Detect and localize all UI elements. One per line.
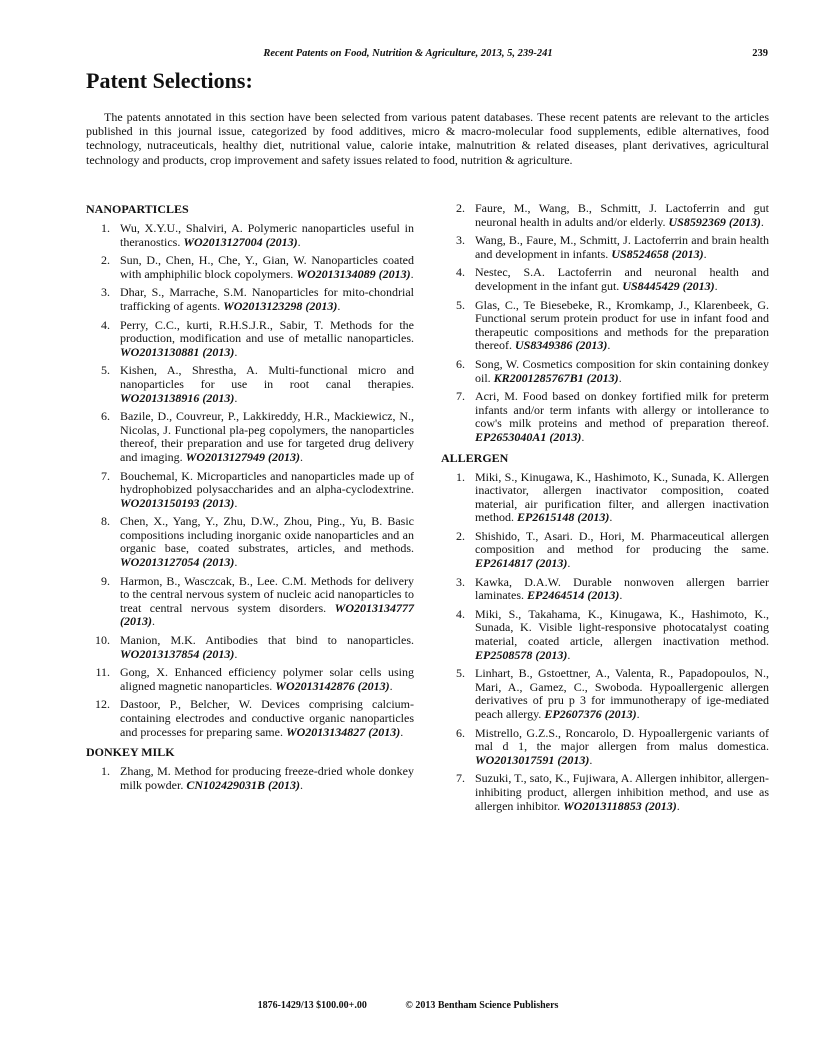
reference-number: 3. xyxy=(101,285,110,300)
reference-number: 3. xyxy=(456,574,465,589)
running-header-journal: Recent Patents on Food, Nutrition & Agriculture, 2013, 5, 239-241 xyxy=(263,48,553,59)
reference-tail: . xyxy=(714,278,718,293)
reference-item xyxy=(441,202,769,229)
reference-item xyxy=(441,390,769,444)
reference-text: Bazile, D., Couvreur, P., Lakkireddy, H.R., Mackiewicz, N., Nicolas, J. Functional pla-peg copolymers, the nanoparticles thereof, their preparation and use for targeted drug delivery and imaging. xyxy=(120,409,414,464)
reference-tail: . xyxy=(618,370,622,385)
reference-item xyxy=(441,530,769,571)
reference-text: Perry, C.C., kurti, R.H.S.J.R., Sabir, T. Methods for the production, modification and use of metallic nanoparticles. xyxy=(120,317,414,346)
patent-number: WO2013134777 (2013) xyxy=(120,600,415,629)
allergen-list xyxy=(441,471,769,814)
reference-item xyxy=(86,698,414,739)
patent-number: US8349386 (2013) xyxy=(514,338,608,353)
reference-item xyxy=(86,319,414,360)
page-footer xyxy=(0,1000,816,1011)
reference-text: Glas, C., Te Biesebeke, R., Kromkamp, J., Klarenbeek, G. Functional serum protein product for use in infant food and therapeutic compositions and methods for the preparation thereof. xyxy=(475,297,769,353)
reference-tail: . xyxy=(297,234,301,249)
reference-tail: . xyxy=(567,556,571,571)
reference-text: Acri, M. Food based on donkey fortified milk for preterm infants and/or term infants with allergy or intollerance to cow's milk proteins and method of preparation thereof. xyxy=(475,389,769,431)
patent-number: US8524658 (2013) xyxy=(611,246,704,261)
reference-item xyxy=(86,222,414,249)
reference-number: 6. xyxy=(101,409,110,424)
reference-tail: . xyxy=(619,588,623,603)
reference-text: Linhart, B., Gstoettner, A., Valenta, R., Papadopoulos, N., Mari, A., Gamez, C., Swoboda. Hypoallergenic allergen derivatives of pru p 3 for immunotherapy of ige-mediated peach allergy. xyxy=(475,666,769,721)
reference-text: Dhar, S., Marrache, S.M. Nanoparticles for mito-chondrial trafficking of agents. xyxy=(120,285,414,313)
reference-text: Wu, X.Y.U., Shalviri, A. Polymeric nanoparticles useful in theranostics. xyxy=(120,221,414,249)
reference-tail: . xyxy=(234,390,238,405)
reference-number: 7. xyxy=(456,771,465,786)
section-heading-donkey-milk: DONKEY MILK xyxy=(86,745,175,760)
reference-text: Sun, D., Chen, H., Che, Y., Gian, W. Nanoparticles coated with amphiphilic block copolymers. xyxy=(120,253,414,281)
reference-number: 1. xyxy=(101,764,110,779)
reference-text: Miki, S., Kinugawa, K., Hashimoto, K., Sunada, K. Allergen inactivator, allergen inactivator composition, coated material, air purification filter, and allergen inactivation method. xyxy=(475,469,769,525)
donkey-milk-list-part1 xyxy=(86,765,414,792)
reference-number: 5. xyxy=(456,297,465,312)
reference-item xyxy=(86,666,414,693)
reference-item xyxy=(441,299,769,353)
reference-number: 6. xyxy=(456,356,465,371)
reference-item xyxy=(86,515,414,569)
patent-number: WO2013137854 (2013) xyxy=(120,646,235,661)
reference-text: Faure, M., Wang, B., Schmitt, J. Lactoferrin and gut neuronal health in adults and/or elderly. xyxy=(475,201,769,229)
reference-tail: . xyxy=(152,614,155,629)
reference-tail: . xyxy=(400,724,404,739)
reference-text: Mistrello, G.Z.S., Roncarolo, D. Hypoallergenic variants of mal d 1, the major allergen from malus domestica. xyxy=(475,725,769,754)
reference-number: 9. xyxy=(101,573,110,588)
patent-number: US8592369 (2013) xyxy=(668,214,761,229)
reference-tail: . xyxy=(607,338,611,353)
patent-number: CN102429031B (2013) xyxy=(186,777,300,792)
reference-number: 2. xyxy=(456,201,465,215)
reference-text: Song, W. Cosmetics composition for skin containing donkey oil. xyxy=(475,356,769,385)
reference-text: Miki, S., Takahama, K., Kinugawa, K., Hashimoto, K., Sunada, K. Visible light-responsive photocatalyst coating material, coated article, allergen inactivation method. xyxy=(475,606,769,649)
reference-text: Harmon, B., Wasczcak, B., Lee. C.M. Methods for delivery to the central nervous system of nucleic acid nanoparticles to treat central nervous system disorders. xyxy=(120,573,414,615)
reference-tail: . xyxy=(581,429,585,444)
reference-item xyxy=(441,471,769,525)
reference-item xyxy=(86,470,414,511)
patent-number: EP2607376 (2013) xyxy=(544,707,637,721)
page-title: Patent Selections: xyxy=(86,68,253,93)
reference-tail: . xyxy=(760,214,764,229)
reference-tail: . xyxy=(703,246,707,261)
reference-item xyxy=(86,286,414,313)
reference-item xyxy=(441,772,769,813)
reference-number: 1. xyxy=(101,221,110,235)
reference-item xyxy=(441,358,769,385)
reference-tail: . xyxy=(410,266,414,281)
reference-tail: . xyxy=(567,647,571,662)
patent-number: EP2464514 (2013) xyxy=(526,588,620,603)
reference-number: 5. xyxy=(101,363,110,378)
section-heading-allergen: ALLERGEN xyxy=(441,450,509,465)
patent-number: WO2013130881 (2013) xyxy=(120,344,235,359)
patent-number: US8445429 (2013) xyxy=(622,278,715,293)
reference-tail: . xyxy=(337,298,341,313)
patent-number: WO2013138916 (2013) xyxy=(120,390,235,405)
reference-tail: . xyxy=(234,495,238,510)
right-column xyxy=(441,202,769,818)
patent-number: WO2013150193 (2013) xyxy=(120,495,235,510)
reference-text: Kawka, D.A.W. Durable nonwoven allergen barrier laminates. xyxy=(475,574,769,603)
patent-number: WO2013134089 (2013) xyxy=(296,266,411,281)
reference-tail: . xyxy=(299,449,303,464)
reference-tail: . xyxy=(300,777,303,792)
footer-issn: 1876-1429/13 $100.00+.00 xyxy=(257,1000,367,1011)
reference-text: Wang, B., Faure, M., Schmitt, J. Lactoferrin and brain health and development in infants. xyxy=(475,233,769,261)
reference-tail: . xyxy=(389,678,393,693)
reference-item xyxy=(441,266,769,293)
reference-tail: . xyxy=(234,646,238,661)
reference-item xyxy=(86,410,414,464)
patent-number: WO2013127004 (2013) xyxy=(183,234,298,249)
donkey-milk-list-part2 xyxy=(441,202,769,445)
intro-paragraph: The patents annotated in this section have been selected from various patent databases. These recent patents are relevant to the articles published in this journal issue, categorized by food additives, micro & macro-molecular food supplements, edible alternatives, food technology, nutraceuticals, healthy diet, nutritional value, calorie intake, malnutrition & related diseases, plant derivatives, agricultural technology and products, crop improvement and safety issues related to food, nutrition & agriculture. xyxy=(86,110,769,167)
reference-text: Bouchemal, K. Microparticles and nanoparticles made up of hydrophobized polysaccharides and an alpha-cyclodextrine. xyxy=(120,468,414,497)
reference-number: 4. xyxy=(456,606,465,621)
reference-tail: . xyxy=(609,510,613,525)
reference-tail: . xyxy=(676,798,680,813)
reference-text: Manion, M.K. Antibodies that bind to nanoparticles. xyxy=(120,633,414,648)
reference-item xyxy=(86,254,414,281)
reference-number: 5. xyxy=(456,666,465,681)
reference-item xyxy=(441,667,769,721)
patent-number: WO2013134827 (2013) xyxy=(285,724,401,739)
patent-number: WO2013127949 (2013) xyxy=(185,449,300,464)
page-number: 239 xyxy=(752,48,768,59)
patent-number: WO2013142876 (2013) xyxy=(275,678,390,693)
patent-number: WO2013017591 (2013) xyxy=(475,752,590,767)
reference-number: 3. xyxy=(456,233,465,248)
reference-number: 11. xyxy=(95,665,110,680)
reference-text: Kishen, A., Shrestha, A. Multi-functional micro and nanoparticles for use in root canal therapies. xyxy=(120,363,414,391)
patent-number: WO2013123298 (2013) xyxy=(223,298,338,313)
reference-item xyxy=(441,727,769,768)
reference-text: Zhang, M. Method for producing freeze-dried whole donkey milk powder. xyxy=(120,764,414,792)
reference-number: 8. xyxy=(101,514,110,529)
patent-number: KR2001285767B1 (2013) xyxy=(493,370,619,385)
reference-number: 1. xyxy=(456,469,465,484)
reference-number: 10. xyxy=(95,633,110,648)
reference-text: Chen, X., Yang, Y., Zhu, D.W., Zhou, Ping., Yu, B. Basic compositions including inorganic oxide nanoparticles and an organic base, coated substrates, articles, and methods. xyxy=(120,514,414,556)
reference-text: Gong, X. Enhanced efficiency polymer solar cells using aligned magnetic nanoparticles. xyxy=(120,665,414,693)
patent-number: EP2615148 (2013) xyxy=(517,510,610,525)
reference-number: 6. xyxy=(456,725,465,740)
reference-tail: . xyxy=(234,555,238,570)
reference-item xyxy=(86,575,414,629)
reference-text: Nestec, S.A. Lactoferrin and neuronal health and development in the infant gut. xyxy=(475,265,769,293)
reference-item xyxy=(441,234,769,261)
patent-number: WO2013127054 (2013) xyxy=(120,555,235,570)
reference-item xyxy=(441,608,769,662)
patent-number: EP2508578 (2013) xyxy=(475,647,568,662)
reference-number: 7. xyxy=(456,389,465,404)
reference-tail: . xyxy=(234,344,238,359)
reference-number: 7. xyxy=(101,468,110,483)
reference-text: Dastoor, P., Belcher, W. Devices comprising calcium-containing electrodes and conductive organic nanoparticles and processes for preparing same. xyxy=(120,697,414,739)
reference-item xyxy=(86,765,414,792)
reference-tail: . xyxy=(636,707,640,721)
reference-number: 4. xyxy=(101,317,110,332)
patent-number: EP2614817 (2013) xyxy=(475,556,568,571)
reference-number: 4. xyxy=(456,265,465,280)
reference-number: 2. xyxy=(101,253,110,268)
reference-item xyxy=(441,576,769,603)
left-column xyxy=(86,202,414,797)
nanoparticles-list xyxy=(86,222,414,739)
footer-copyright: © 2013 Bentham Science Publishers xyxy=(405,1000,559,1011)
reference-item xyxy=(86,364,414,405)
reference-item xyxy=(86,634,414,661)
reference-number: 2. xyxy=(456,528,465,543)
reference-text: Shishido, T., Asari. D., Hori, M. Pharmaceutical allergen composition and method for producing the same. xyxy=(475,528,769,557)
reference-tail: . xyxy=(589,752,593,767)
patent-number: WO2013118853 (2013) xyxy=(563,798,677,813)
reference-text: Suzuki, T., sato, K., Fujiwara, A. Allergen inhibitor, allergen-inhibiting product, allergen inhibition method, and use as allergen inhibitor. xyxy=(475,771,769,813)
patent-number: EP2653040A1 (2013) xyxy=(475,429,582,444)
reference-number: 12. xyxy=(95,697,110,712)
section-heading-nanoparticles: NANOPARTICLES xyxy=(86,202,189,216)
